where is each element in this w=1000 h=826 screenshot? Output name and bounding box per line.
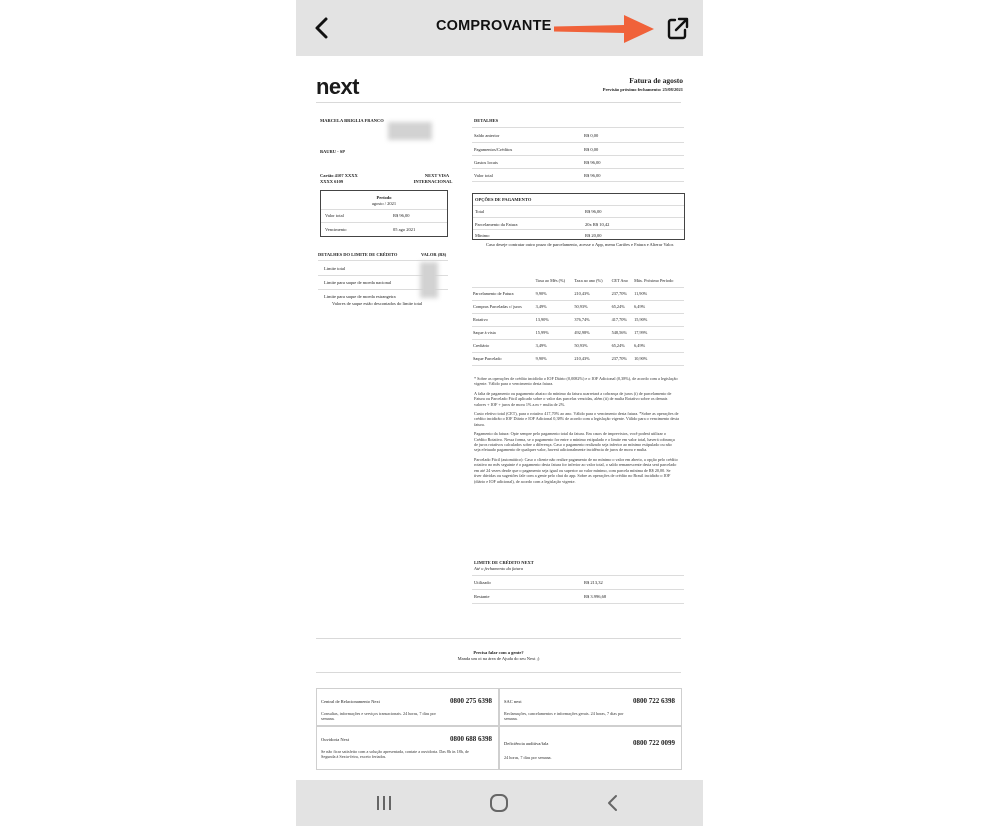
details-row-value: R$ 96,00	[584, 173, 601, 178]
fine-print	[474, 376, 679, 488]
payment-row-label: Total	[475, 209, 485, 214]
home-icon	[487, 791, 511, 815]
contact-phone: 0800 722 6398	[633, 697, 675, 705]
phone-screen	[296, 0, 703, 826]
table-cell: 13,90%	[535, 313, 574, 326]
details-row-label: Saldo anterior	[474, 133, 500, 138]
system-nav-bar	[296, 780, 703, 826]
home-button[interactable]	[487, 791, 511, 815]
table-cell: 210,43%	[573, 352, 610, 365]
table-cell: 6,49%	[633, 339, 684, 352]
customer-city: BAURU - SP	[320, 149, 346, 154]
contact-label: Central de Relacionamento Next	[321, 699, 380, 704]
table-header: Taxa ao ano (%)	[573, 274, 610, 287]
due-label: Vencimento	[325, 227, 347, 232]
due-value: 05 ago 2021	[393, 227, 416, 232]
note-paragraph: Parcelado Fácil (automático): Caso o cliente não realize pagamento de no mínimo o valor em aberto, a opção pelo crédito rotativo no mês seguinte é o pagamento desta fatura for inferior ao valor total, o saldo remanescente desta será parcelado em até 24 vezes desde que o pagamento seja igual ou superior ao valor mínimo, com parcela mínima de R$ 20,00. Se tiver dúvidas ou sugestões fale com a gente pelo chat do app. Sobre as operações de crédito no Brasil incidirão o IOF (diário e IOF adicional), de acordo com a legislação vigente.	[474, 456, 678, 484]
table-cell: 15,99%	[535, 326, 574, 339]
table-cell: Rotativo	[472, 313, 535, 326]
table-cell: 65,24%	[611, 339, 634, 352]
share-icon	[666, 15, 690, 41]
recent-apps-button[interactable]	[372, 791, 396, 815]
share-button[interactable]	[666, 15, 690, 41]
table-cell: 15,90%	[633, 313, 684, 326]
contact-card-central	[316, 688, 499, 726]
nav-back-button[interactable]	[601, 791, 625, 815]
next-limit-label: Restante	[474, 594, 490, 599]
chevron-left-icon	[310, 14, 336, 42]
table-cell: Crediário	[472, 339, 535, 352]
payment-row-value: 20x R$ 10,42	[585, 222, 610, 227]
table-cell: 237,70%	[611, 352, 634, 365]
contact-label: Ouvidoria Next	[321, 737, 350, 742]
table-cell: 11,90%	[633, 287, 684, 300]
note-paragraph: A falta de pagamento ou pagamento abaixo do mínimo da fatura acarretará a cobrança de juros (i) de parcelamento de Fatura ou Parcelado Fácil aplicado sobre o valor das parcelas vencidas, além (ii) de multa Rotativo sobre os demais valores + IOF + juros de mora 1% a.m + multa de 2%.	[474, 390, 672, 407]
table-cell: Parcelamento de Fatura	[472, 287, 535, 300]
top-bar	[296, 0, 703, 56]
total-label: Valor total	[325, 213, 344, 218]
details-title: DETALHES	[474, 118, 499, 123]
contact-card-ouvidoria	[316, 726, 499, 770]
next-limit-title: LIMITE DE CRÉDITO NEXT	[474, 560, 534, 565]
redacted-limits	[420, 262, 438, 298]
table-row	[472, 352, 684, 365]
table-cell: 210,43%	[573, 287, 610, 300]
next-limit-value: R$ 213,32	[584, 580, 603, 585]
table-row	[472, 313, 684, 326]
details-row-label: Gastos locais	[474, 160, 498, 165]
period-value: agosto / 2021	[371, 201, 397, 206]
card-brand-1: NEXT VISA	[424, 173, 450, 178]
divider	[316, 102, 681, 103]
next-logo: next	[316, 74, 359, 99]
redacted-address	[388, 122, 432, 140]
invoice-document	[296, 56, 703, 780]
table-cell: 3,49%	[535, 339, 574, 352]
contact-desc: Reclamações, cancelamentos e informações gerais. 24 horas, 7 dias por semana.	[504, 711, 624, 722]
details-row-label: Valor total	[474, 173, 493, 178]
table-cell: 3,49%	[535, 300, 574, 313]
table-row	[472, 300, 684, 313]
divider	[316, 672, 681, 673]
table-cell: 50,93%	[573, 300, 610, 313]
note-paragraph: * Sobre as operações de crédito incidirão o IOF Diário (0,0082%) e o IOF Adicional (0,38%), de acordo com a legislação vigente. Válido para o vencimento desta fatura.	[474, 376, 678, 387]
table-row	[472, 287, 684, 300]
table-cell: 237,70%	[611, 287, 634, 300]
details-row-value: R$ 96,00	[584, 160, 601, 165]
next-limit-value: R$ 3.996,68	[584, 594, 607, 599]
contact-phone: 0800 722 0099	[633, 739, 675, 747]
table-cell: 492,98%	[573, 326, 610, 339]
payment-row-label: Parcelamento da Fatura	[475, 222, 518, 227]
contact-desc: 24 horas, 7 dias por semana.	[504, 755, 552, 760]
divider	[316, 638, 681, 639]
details-row-value: R$ 0,00	[584, 147, 599, 152]
payment-note: Caso deseje contratar outro prazo de parcelamento, acesse o App, menu Cartões e Fatura e Alterar Valor.	[486, 242, 674, 247]
payment-title: OPÇÕES DE PAGAMENTO	[475, 197, 532, 202]
period-box	[320, 190, 448, 237]
limit-title: DETALHES DO LIMITE DE CRÉDITO	[318, 252, 398, 257]
limit-row: Limite para saque de moeda estrangeira	[324, 294, 396, 299]
table-header: CET Ano	[611, 274, 634, 287]
nav-back-icon	[601, 791, 625, 815]
payment-row-value: R$ 20,00	[585, 233, 602, 238]
table-row	[472, 326, 684, 339]
table-cell: 17,99%	[633, 326, 684, 339]
limit-note: Valores de saque estão descontados do limite total	[332, 301, 423, 306]
payment-options-box	[472, 193, 685, 240]
table-cell: Saque à vista	[472, 326, 535, 339]
table-cell: 6,49%	[633, 300, 684, 313]
table-cell: 9,90%	[535, 287, 574, 300]
table-cell: 10,90%	[633, 352, 684, 365]
rates-table	[472, 274, 684, 366]
payment-row-label: Mínimo	[475, 233, 490, 238]
table-header-row	[472, 274, 684, 287]
table-header: Taxa ao Mês (%)	[535, 274, 574, 287]
back-button[interactable]	[310, 14, 336, 42]
contact-label: SAC next	[504, 699, 522, 704]
invoice-title: Fatura de agosto	[629, 76, 683, 85]
card-number-1: Cartão 4107 XXXX	[320, 173, 358, 178]
next-limit-subtitle: Até o fechamento da fatura	[474, 566, 523, 571]
page-title: COMPROVANTE	[436, 18, 552, 34]
table-cell: 417,70%	[611, 313, 634, 326]
period-label: Período	[376, 195, 392, 200]
limit-row: Limite total	[324, 266, 346, 271]
limit-value-header: VALOR (R$)	[421, 252, 447, 257]
table-cell: 376,74%	[573, 313, 610, 326]
limit-row: Limite para saque de moeda nacional	[324, 280, 392, 285]
details-row-label: Pagamentos/Créditos	[474, 147, 513, 152]
card-number-2: XXXX 6109	[320, 179, 344, 184]
card-brand-2: INTERNACIONAL	[413, 179, 453, 184]
invoice-subtitle: Previsão próximo fechamento: 25/08/2021	[602, 87, 683, 92]
table-cell: Saque Parcelado	[472, 352, 535, 365]
total-value: R$ 96,00	[393, 213, 410, 218]
annotation-arrow-icon	[554, 12, 656, 46]
help-title: Precisa falar com a gente?	[473, 650, 524, 655]
table-header: Máx. Próximo Período	[633, 274, 684, 287]
table-cell: 50,93%	[573, 339, 610, 352]
table-cell: 9,90%	[535, 352, 574, 365]
recent-apps-icon	[372, 791, 396, 815]
table-row	[472, 339, 684, 352]
customer-name: MARCELA BRIGLIA FRANCO	[320, 118, 384, 123]
contact-phone: 0800 275 6398	[450, 697, 492, 705]
payment-row-value: R$ 96,00	[585, 209, 602, 214]
contact-card-sac	[499, 688, 682, 726]
contact-phone: 0800 688 6398	[450, 735, 492, 743]
note-paragraph: Pagamento da fatura: Opte sempre pelo pagamento total da fatura. Em casos de imprevistos, você poderá utilizar o Crédito Rotativo. Nessa forma, se o pagamento for entre o mínimo estipulado e o limite em valor total, haverá cobrança de juros rotativos calculados sobre a diferença. Caso o pagamento realizado seja inferior ao mínimo estipulado ou não seja efetuado pagamento de qualquer valor, haverá adicionalmente incidência de juros de mora e multa.	[474, 431, 675, 453]
table-cell: Compras Parceladas c/ juros	[472, 300, 535, 313]
contact-card-deficiencia	[499, 726, 682, 770]
contact-label: Deficiência auditiva/fala	[504, 741, 549, 746]
table-cell: 548,56%	[611, 326, 634, 339]
next-limit-label: Utilizado	[474, 580, 491, 585]
contact-desc: Consultas, informações e serviços transacionais. 24 horas, 7 dias por semana.	[321, 711, 436, 722]
table-cell: 65,24%	[611, 300, 634, 313]
note-paragraph: Custo efetivo total (CET), para o rotativo 417,70% ao ano. Válido para o vencimento desta fatura. *Sobre as operações de crédito incidirão o IOF Diário e IOF Adicional 0,38% de acordo com a legislação vigente. Válido para o vencimento desta fatura.	[474, 411, 679, 427]
contact-desc: Se não ficar satisfeito com a solução apresentada, contate a ouvidoria. Das 8h às 18h, de Segunda à Sexta-feira, exceto feriados.	[321, 749, 469, 760]
details-row-value: R$ 0,00	[584, 133, 599, 138]
help-subtitle: Manda um oi na área de Ajuda do seu Next ;)	[457, 656, 540, 661]
table-header	[472, 274, 535, 287]
